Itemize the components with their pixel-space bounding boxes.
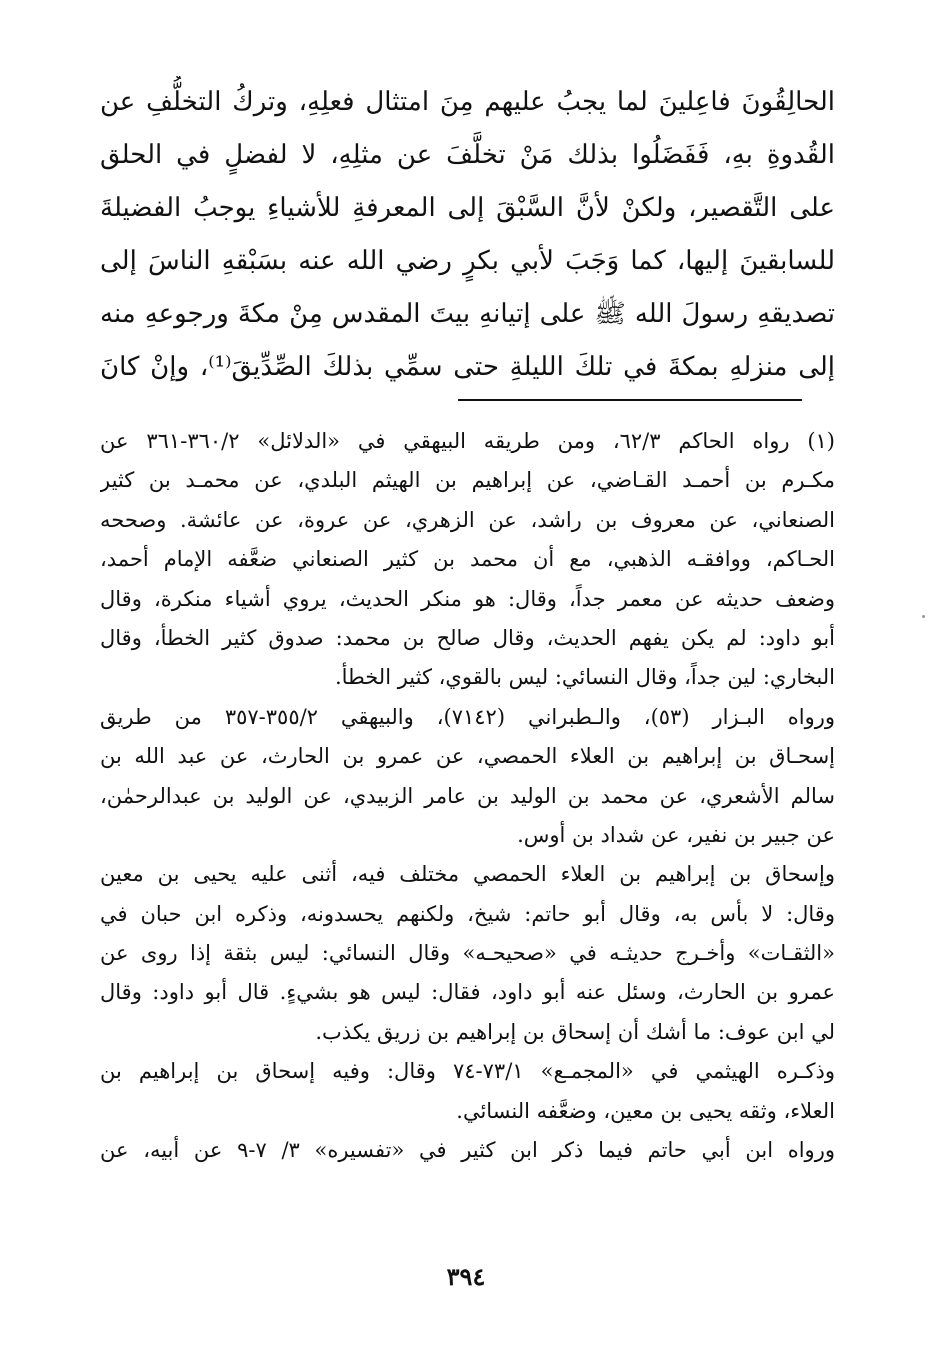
main-text-line: إلى منزلهِ بمكةَ في تلكَ الليلةِ حتى سمِّي بذلكَ الصِّدِّيقَ⁽¹⁾، وإنْ كانَ: [100, 352, 835, 382]
footnote-line: البخاري: لين جداً، وقال النسائي: ليس بالقوي، كثير الخطأ.: [334, 665, 835, 690]
footnote-line: العلاء، وثقه يحيى بن معين، وضعَّفه النسائي.: [456, 1098, 835, 1123]
footnote-line: الحـاكم، ووافقـه الذهبي، مع أن محمد بن كثير الصنعاني ضعَّفه الإمام أحمد،: [100, 547, 835, 572]
footnote-line: سالم الأشعري، عن محمد بن الوليد بن عامر الزبيدي، عن الوليد بن عبدالرحمٰن،: [100, 783, 835, 808]
main-text-line: للسابقينَ إليها، كما وَجَبَ لأبي بكرٍ رضي الله عنه بسَبْقهِ الناسَ إلى: [100, 246, 835, 276]
footnote-line: وذكـره الهيثمي في «المجمـع» ٧٣/١-٧٤ وقال: وفيه إسحاق بن إبراهيم بن: [100, 1059, 835, 1084]
footnote-paragraph: [100, 1052, 835, 1131]
main-text-line: الحالِقُونَ فاعِلينَ لما يجبُ عليهم مِنَ امتثال فعلِهِ، وتركُ التخلُّفِ عن: [100, 87, 835, 117]
footnote-paragraph: [100, 422, 835, 698]
footnotes-block: [100, 422, 835, 1170]
footnote-line: إسحـاق بن إبراهيم بن العلاء الحمصي، عن عمرو بن الحارث، عن عبد الله بن: [100, 744, 835, 769]
footnote-line: الصنعاني، عن معروف بن راشد، عن الزهري، عن عروة، عن عائشة. وصححه: [100, 507, 835, 532]
main-text-block: [100, 76, 835, 394]
footnote-line: مكـرم بن أحمـد القـاضي، عن إبراهيم بن الهيثم البلدي، عن محمـد بن كثير: [100, 468, 835, 493]
footnote-line: أبو داود: لم يكن يفهم الحديث، وقال صالح بن محمد: صدوق كثير الخطأ، وقال: [100, 625, 835, 650]
footnote-line: عن جبير بن نفير، عن شداد بن أوس.: [517, 822, 835, 847]
main-text-line: القُدوةِ بهِ، فَفَضَلُوا بذلك مَنْ تخلَّفَ عن مثلِهِ، لا لفضلٍ في الحلق: [100, 140, 835, 170]
page-number: ٣٩٤: [446, 1262, 486, 1291]
footnote-line: وإسحاق بن إبراهيم بن العلاء الحمصي مختلف فيه، أثنى عليه يحيى بن معين: [100, 862, 835, 887]
footnote-separator-rule: [458, 399, 802, 401]
footnote-line: (١) رواه الحاكم ٦٢/٣، ومن طريقه البيهقي في «الدلائل» ٣٦٠/٢-٣٦١ عن: [100, 429, 835, 453]
footnote-paragraph: [100, 1131, 835, 1170]
footnote-line: وضعف حديثه عن معمر جداً، وقال: هو منكر الحديث، يروي أشياء منكرة، وقال: [100, 586, 835, 611]
main-text-line: تصديقهِ رسولَ الله ﷺ على إتيانهِ بيتَ المقدس مِنْ مكةَ ورجوعهِ منه: [100, 299, 835, 329]
footnote-line: لي ابن عوف: ما أشك أن إسحاق بن إبراهيم بن زريق يكذب.: [315, 1019, 835, 1044]
footnote-paragraph: [100, 855, 835, 1052]
scan-speck: [922, 615, 925, 618]
main-text-line: على التَّقصير، ولكنْ لأنَّ السَّبْقَ إلى المعرفةِ للأشياءِ يوجبُ الفضيلةَ: [100, 193, 835, 223]
footnote-line: ورواه البـزار (٥٣)، والـطبراني (٧١٤٢)، والبيهقي ٣٥٥/٢-٣٥٧ من طريق: [100, 704, 835, 729]
footnote-line: وقال: لا بأس به، وقال أبو حاتم: شيخ، ولكنهم يحسدونه، وذكره ابن حبان في: [100, 901, 835, 926]
footnote-line: عمرو بن الحارث، وسئل عنه أبو داود، فقال: ليس هو بشيءٍ. قال أبو داود: وقال: [100, 980, 835, 1005]
footnote-line: ورواه ابن أبي حاتم فيما ذكر ابن كثير في «تفسيره» ٣/ ٧-٩ عن أبيه، عن: [100, 1138, 835, 1163]
footnote-line: «الثقـات» وأخـرج حديثـه في «صحيحـه» وقال النسائي: ليس بثقة إذا روى عن: [100, 941, 835, 966]
footnote-paragraph: [100, 698, 835, 856]
